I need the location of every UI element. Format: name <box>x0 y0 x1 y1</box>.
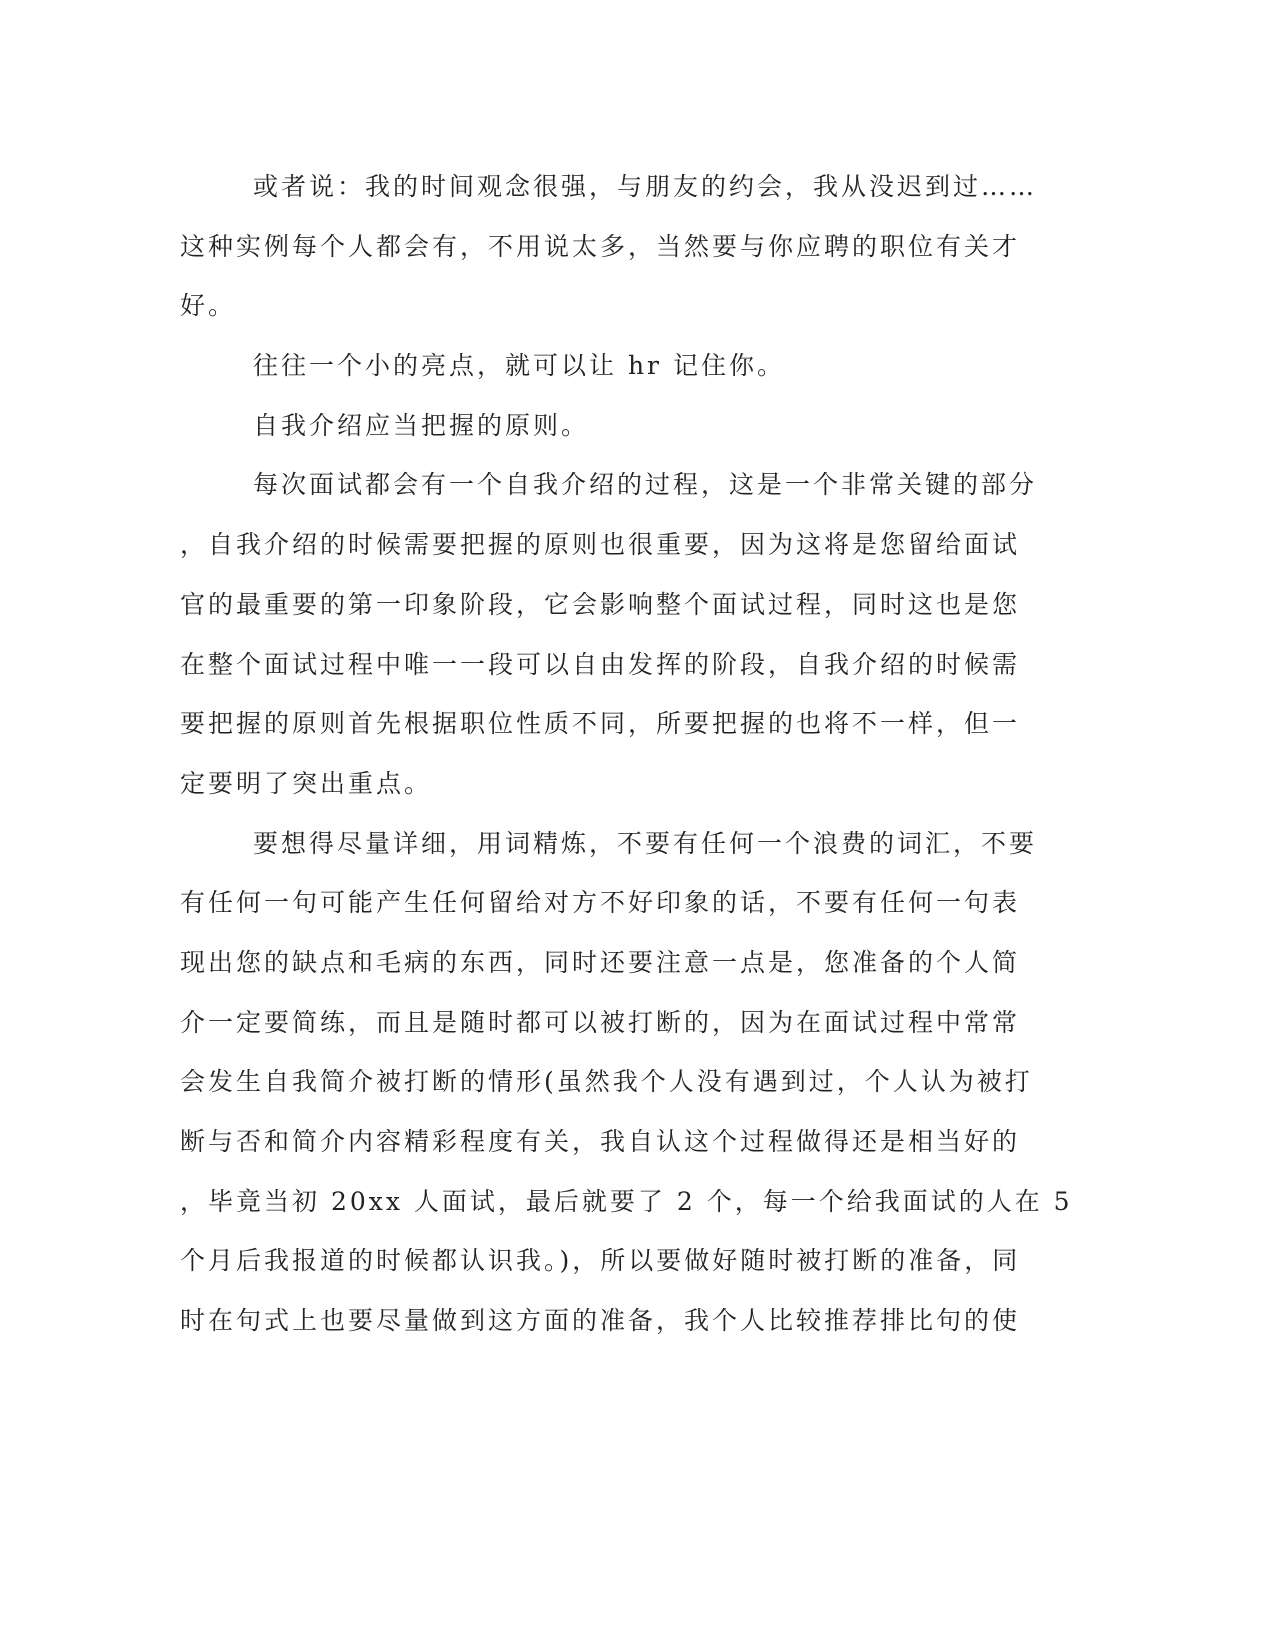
paragraph-line: 个月后我报道的时候都认识我。)，所以要做好随时被打断的准备，同 <box>180 1246 1021 1276</box>
paragraph-line: 在整个面试过程中唯一一段可以自由发挥的阶段，自我介绍的时候需 <box>180 649 1021 679</box>
paragraph-line: 时在句式上也要尽量做到这方面的准备，我个人比较推荐排比句的使 <box>180 1306 1021 1336</box>
paragraph-line: 有任何一句可能产生任何留给对方不好印象的话，不要有任何一句表 <box>180 888 1021 918</box>
paragraph-line: 介一定要简练，而且是随时都可以被打断的，因为在面试过程中常常 <box>180 1007 1021 1037</box>
paragraph-line: 好。 <box>180 291 237 321</box>
paragraph-line: 断与否和简介内容精彩程度有关，我自认这个过程做得还是相当好的 <box>180 1127 1021 1156</box>
paragraph-line: 这种实例每个人都会有，不用说太多，当然要与你应聘的职位有关才 <box>180 231 1021 261</box>
paragraph-line: 每次面试都会有一个自我介绍的过程，这是一个非常关键的部分 <box>253 470 1038 500</box>
paragraph-line: 现出您的缺点和毛病的东西，同时还要注意一点是，您准备的个人简 <box>180 947 1021 977</box>
paragraph-line: ，毕竟当初 20xx 人面试，最后就要了 2 个，每一个给我面试的人在 5 <box>180 1186 1073 1216</box>
paragraph-line: 要想得尽量详细，用词精炼，不要有任何一个浪费的词汇，不要 <box>253 828 1038 858</box>
body-text <box>180 157 1240 1351</box>
paragraph-line: 会发生自我简介被打断的情形(虽然我个人没有遇到过，个人认为被打 <box>180 1067 1033 1097</box>
paragraph-line: 往往一个小的亮点，就可以让 hr 记住你。 <box>253 351 785 381</box>
paragraph-line: 自我介绍应当把握的原则。 <box>253 410 590 440</box>
paragraph-line: 或者说：我的时间观念很强，与朋友的约会，我从没迟到过…… <box>253 172 1038 201</box>
paragraph-line: ，自我介绍的时候需要把握的原则也很重要，因为这将是您留给面试 <box>180 530 1021 560</box>
paragraph-line: 定要明了突出重点。 <box>180 768 433 798</box>
paragraph-line: 要把握的原则首先根据职位性质不同，所要把握的也将不一样，但一 <box>180 709 1021 739</box>
paragraph-line: 官的最重要的第一印象阶段，它会影响整个面试过程，同时这也是您 <box>180 589 1021 619</box>
